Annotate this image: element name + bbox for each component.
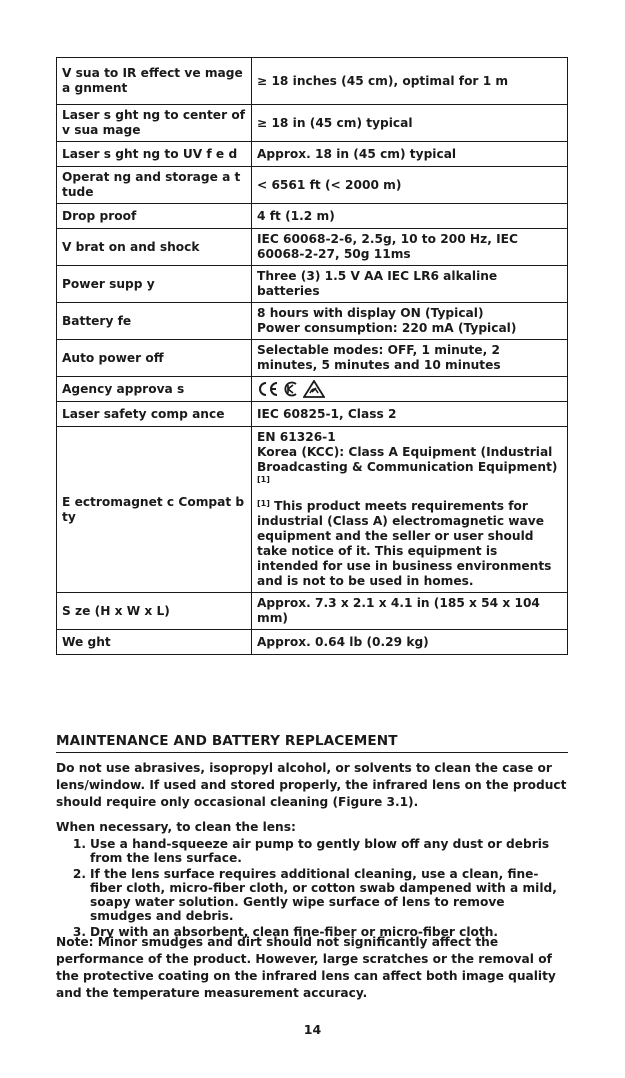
spec-value-line: Approx. 0.64 lb (0.29 kg) [257,634,429,649]
spec-value [252,630,568,655]
agency-marks [257,380,562,398]
table-row [57,630,568,655]
spec-label: Auto power off [57,340,252,377]
spec-value-line: Approx. 18 in (45 cm) typical [257,146,457,161]
rcm-mark-icon [303,380,325,398]
spec-value [252,58,568,105]
spec-value [252,402,568,427]
spec-value-line: Selectable modes: OFF, 1 minute, 2 minutes, 5 minutes and 10 minutes [257,343,501,372]
table-row [57,105,568,142]
list-item [56,837,568,865]
spec-value [252,427,568,593]
spec-value-line: 8 hours with display ON (Typical) [257,306,484,320]
cleaning-steps-list [56,837,568,941]
spec-value [252,229,568,266]
table-row [57,204,568,229]
intro-paragraph: Do not use abrasives, isopropyl alcohol, or solvents to clean the case or lens/window. If used and stored properly, the infrared lens on the product should require only occasional cleaning (Figure 3.1). [56,761,567,809]
spec-value [252,142,568,167]
emc-korea-line [257,445,562,490]
table-row [57,229,568,266]
table-row [57,167,568,204]
step-text: Dry with an absorbent, clean fine-fiber or micro-fiber cloth. [90,925,499,939]
footnote-marker: [1] [257,499,270,508]
table-row [57,402,568,427]
spec-label: V brat on and shock [57,229,252,266]
note-paragraph [56,934,568,1002]
emc-footnote-text: This product meets requirements for industrial (Class A) electromagnetic wave equipment and the seller or user should take notice of it. This equipment is intended for use in business environments and is not to be used in homes. [257,499,552,588]
spec-value [252,266,568,303]
emc-standard: EN 61326-1 [257,430,336,444]
spec-label: Drop proof [57,204,252,229]
spec-value-line: IEC 60825-1, Class 2 [257,406,397,421]
specifications-table [56,57,568,655]
spec-value-line: ≥ 18 in (45 cm) typical [257,115,413,130]
table-row [57,142,568,167]
step-number: 1. [72,837,86,851]
spec-value-line: ≥ 18 inches (45 cm), optimal for 1 m [257,73,509,88]
table-row [57,340,568,377]
spec-value-line: Approx. 7.3 x 2.1 x 4.1 in (185 x 54 x 104 mm) [257,596,540,625]
spec-label: E ectromagnet c Compat b ty [57,427,252,593]
step-text: Use a hand-squeeze air pump to gently blow off any dust or debris from the lens surface. [90,837,550,865]
spec-value-line: < 6561 ft (< 2000 m) [257,177,402,192]
table-row [57,58,568,105]
table-row [57,266,568,303]
spec-label: Agency approva s [57,377,252,402]
spec-label: Laser s ght ng to UV f e d [57,142,252,167]
spec-label: Laser safety comp ance [57,402,252,427]
spec-value [252,340,568,377]
step-text: If the lens surface requires additional cleaning, use a clean, fine-fiber cloth, micro-fiber cloth, or cotton swab dampened with a mild, soapy water solution. Gently wipe surface of lens to remove smudges and debris. [90,867,557,923]
spec-label: Operat ng and storage a t tude [57,167,252,204]
step-number: 3. [72,925,86,939]
emc-korea-text: Korea (KCC): Class A Equipment (Industrial Broadcasting & Communication Equipment) [257,445,558,474]
when-paragraph: When necessary, to clean the lens: [56,820,296,834]
spec-value [252,377,568,402]
spec-label: V sua to IR effect ve mage a gnment [57,58,252,105]
spec-label: Battery fe [57,303,252,340]
spec-value-line: Three (3) 1.5 V AA IEC LR6 alkaline batteries [257,269,498,298]
spec-value [252,593,568,630]
table-row [57,427,568,593]
list-item [56,867,568,923]
note-label: Note: [56,935,94,949]
footnote-marker: [1] [257,475,270,484]
table-row [57,593,568,630]
step-number: 2. [72,867,86,881]
spec-value [252,105,568,142]
section-heading: MAINTENANCE AND BATTERY REPLACEMENT [56,733,568,753]
spec-value [252,167,568,204]
spec-label: We ght [57,630,252,655]
spec-value-line: Power consumption: 220 mA (Typical) [257,321,517,335]
page-number: 14 [303,1022,322,1037]
spec-value [252,303,568,340]
ce-mark-icon [257,381,279,397]
spec-label: Laser s ght ng to center of v sua mage [57,105,252,142]
emc-footnote [257,499,562,589]
kc-mark-icon [283,381,299,397]
spec-value [252,204,568,229]
note-text: Minor smudges and dirt should not significantly affect the performance of the product. However, large scratches or the removal of the protective coating on the infrared lens can affect both image quality and the temperature measurement accuracy. [56,935,556,1000]
spec-value-line: IEC 60068-2-6, 2.5g, 10 to 200 Hz, IEC 60068-2-27, 50g 11ms [257,232,518,261]
table-row [57,377,568,402]
spec-label: S ze (H x W x L) [57,593,252,630]
table-row [57,303,568,340]
spec-value-line: 4 ft (1.2 m) [257,208,335,223]
spec-label: Power supp y [57,266,252,303]
